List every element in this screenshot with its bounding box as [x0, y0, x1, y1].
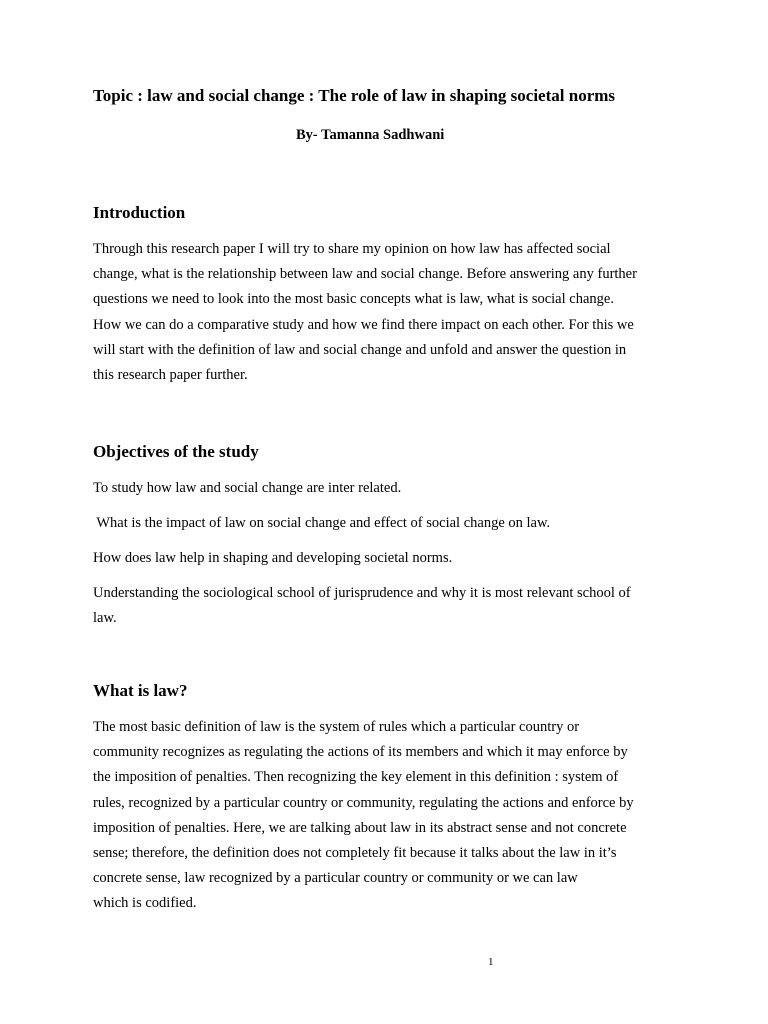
introduction-line: this research paper further. — [93, 367, 248, 383]
objective-item: What is the impact of law on social change and effect of social change on law. — [93, 515, 551, 531]
introduction-heading: Introduction — [93, 203, 186, 222]
objective-item: How does law help in shaping and developing societal norms. — [93, 550, 453, 566]
introduction-line: How we can do a comparative study and how we find there impact on each other. For this we — [93, 317, 634, 333]
page-number: 1 — [488, 956, 494, 968]
objective-item: To study how law and social change are inter related. — [93, 480, 402, 496]
document-title: Topic : law and social change : The role of law in shaping societal norms — [93, 86, 616, 105]
what-is-law-line: The most basic definition of law is the system of rules which a particular country or — [93, 719, 580, 735]
introduction-line: will start with the definition of law and social change and unfold and answer the question in — [93, 342, 627, 358]
what-is-law-line: which is codified. — [93, 895, 197, 911]
objective-item: Understanding the sociological school of jurisprudence and why it is most relevant school of — [93, 585, 631, 601]
what-is-law-line: sense; therefore, the definition does not completely fit because it talks about the law in it’s — [93, 845, 617, 861]
what-is-law-line: the imposition of penalties. Then recognizing the key element in this definition : system of — [93, 769, 619, 785]
author-byline: By- Tamanna Sadhwani — [296, 127, 445, 143]
what-is-law-line: imposition of penalties. Here, we are talking about law in its abstract sense and not concrete — [93, 820, 627, 836]
introduction-line: Through this research paper I will try to share my opinion on how law has affected social — [93, 241, 611, 257]
objectives-heading: Objectives of the study — [93, 442, 259, 461]
what-is-law-line: rules, recognized by a particular country or community, regulating the actions and enforce by — [93, 795, 634, 811]
what-is-law-line: community recognizes as regulating the actions of its members and which it may enforce by — [93, 744, 628, 760]
introduction-line: change, what is the relationship between law and social change. Before answering any further — [93, 266, 637, 282]
what-is-law-heading: What is law? — [93, 681, 188, 700]
introduction-line: questions we need to look into the most basic concepts what is law, what is social change. — [93, 291, 614, 307]
what-is-law-line: concrete sense, law recognized by a particular country or community or we can law — [93, 870, 578, 886]
objective-item: law. — [93, 610, 117, 626]
